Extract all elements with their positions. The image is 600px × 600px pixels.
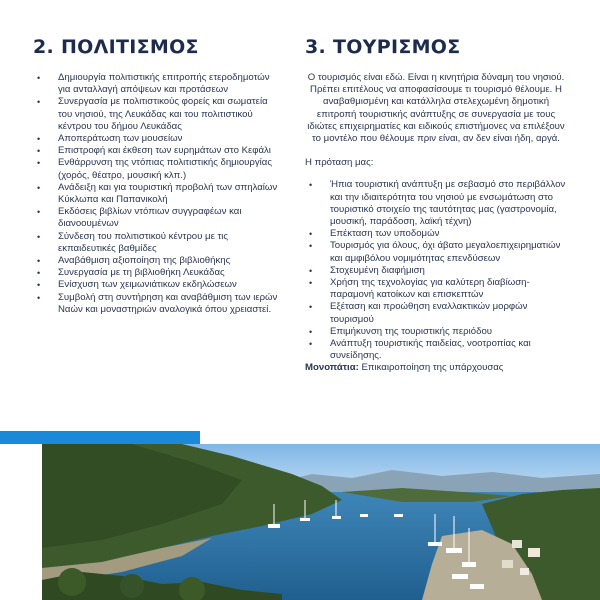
tourism-list	[305, 179, 567, 362]
culture-list-item-text: Δημιουργία πολιτιστικής επιτροπής ετεροδημοτών για ανταλλαγή απόψεων και προτάσεων	[58, 72, 270, 96]
bullet-icon: •	[309, 265, 313, 276]
culture-list-item	[33, 157, 278, 181]
tourism-list-item-text: Επιμήκυνση της τουριστικής περιόδου	[330, 325, 493, 337]
culture-list-item-text: Αναβάθμιση αξιοποίηση της βιβλιοθήκης	[58, 255, 231, 267]
culture-list-item	[33, 206, 278, 230]
bullet-icon: •	[37, 268, 41, 279]
bullet-icon: •	[37, 97, 41, 108]
culture-list-item	[33, 292, 278, 316]
culture-list-item	[33, 145, 278, 157]
bullet-icon: •	[309, 278, 313, 289]
bullet-icon: •	[309, 180, 313, 191]
culture-list-item	[33, 231, 278, 255]
paths-label: Μονοπάτια:	[305, 362, 359, 374]
culture-list-item	[33, 96, 278, 133]
bullet-icon: •	[37, 207, 41, 218]
tourism-list-item	[305, 301, 567, 325]
tourism-intro: Ο τουρισμός είναι εδώ. Είναι η κινητήρια δύναμη του νησιού. Πρέπει επιτέλους να αποφασίσουμε τι τουρισμό θέλουμε. Η αναβαθμισμένη και κατάλληλα στελεχωμένη δημοτική επιτροπή τουριστικής ανάπτυξης σε συνεργασία με τους ιδιώτες επιχειρηματίες και ειδικούς επιστήμονες να επιλέξουν το μοντέλο που θέλουμε πριν είναι, αν δεν είναι ήδη, αργά.	[307, 72, 565, 145]
culture-list-item-text: Συνεργασία με τη βιβλιοθήκη Λευκάδας	[58, 267, 225, 279]
tourism-list-item	[305, 338, 567, 362]
tourism-list-item	[305, 240, 567, 264]
culture-list-item-text: Ενίσχυση των χειμωνιάτικων εκδηλώσεων	[58, 279, 237, 291]
tourism-list-item-text: Τουρισμός για όλους, όχι άβατο μεγαλοεπιχειρηματιών και αμφιβόλου νομιμότητας επενδύσεων	[330, 240, 561, 264]
culture-list-item-text: Ανάδειξη και για τουριστική προβολή των σπηλαίων Κύκλωπα και Παπανικολή	[58, 181, 278, 206]
bullet-icon: •	[309, 302, 313, 313]
tourism-list-item-text: Εξέταση και προώθηση εναλλακτικών μορφών τουρισμού	[330, 301, 528, 325]
tourism-list-item	[305, 277, 567, 301]
tourism-paths	[305, 362, 567, 374]
tourism-list-item	[305, 179, 567, 228]
tourism-list-item-text: Ανάπτυξη τουριστικής παιδείας, νοοτροπίας και συνείδησης.	[330, 338, 531, 362]
culture-list-item	[33, 72, 278, 96]
culture-list-item	[33, 279, 278, 291]
tourism-list-item-text: Στοχευμένη διαφήμιση	[330, 264, 425, 276]
accent-bar	[0, 431, 200, 444]
tourism-list-item	[305, 228, 567, 240]
bullet-icon: •	[309, 326, 313, 337]
tourism-list-item-text: Επέκταση των υποδομών	[330, 228, 440, 240]
bullet-icon: •	[37, 134, 41, 145]
bullet-icon: •	[309, 241, 313, 252]
bullet-icon: •	[37, 256, 41, 267]
culture-list-item-text: Ενθάρρυνση της ντόπιας πολιτιστικής δημιουργίας (χορός, θέατρο, μουσική κλπ.)	[58, 157, 272, 181]
bullet-icon: •	[37, 146, 41, 157]
culture-list-item	[33, 267, 278, 279]
culture-list-item	[33, 133, 278, 145]
culture-list-item-text: Εκδόσεις βιβλίων ντόπιων συγγραφέων και διανοουμένων	[58, 206, 242, 230]
bullet-icon: •	[309, 229, 313, 240]
harbor-photo	[42, 444, 600, 600]
culture-list-item	[33, 182, 278, 206]
tourism-proposal-label: Η πρόταση μας:	[305, 157, 374, 169]
culture-list	[33, 72, 278, 316]
culture-list-item-text: Αποπεράτωση των μουσείων	[58, 133, 183, 145]
culture-list-item-text: Συνεργασία με πολιτιστικούς φορείς και σωματεία του νησιού, της Λευκάδας και του πολιτιστικού κέντρου του δήμου Λευκάδας	[58, 96, 268, 132]
tourism-title: 3. ΤΟΥΡΙΣΜΟΣ	[305, 36, 461, 58]
bullet-icon: •	[37, 73, 41, 83]
bullet-icon: •	[37, 280, 41, 291]
bullet-icon: •	[37, 292, 41, 303]
harbor-photo-image	[42, 444, 600, 600]
tourism-list-item-text: Ήπια τουριστική ανάπτυξη με σεβασμό στο περιβάλλον και την ιδιαιτερότητα του νησιού με ενσωμάτωση στο τουριστικό στοιχείο της ταυτότητας μας (γαστρονομία, μουσική, παράδοση, λαϊκή τέχνη)	[330, 179, 566, 228]
tourism-list-item-text: Χρήση της τεχνολογίας για καλύτερη διαβίωση-παραμονή κατοίκων και επισκεπτών	[330, 277, 530, 301]
bullet-icon: •	[37, 231, 41, 242]
culture-title: 2. ΠΟΛΙΤΙΣΜΟΣ	[33, 36, 199, 58]
bullet-icon: •	[309, 339, 313, 350]
bullet-icon: •	[37, 182, 41, 193]
culture-section	[33, 36, 278, 316]
paths-text: Επικαιροποίηση της υπάρχουσας	[358, 362, 504, 374]
culture-list-item	[33, 255, 278, 267]
tourism-section	[305, 36, 567, 375]
culture-list-item-text: Επιστροφή και έκθεση των ευρημάτων στο Κεφάλι	[58, 145, 271, 157]
tourism-list-item	[305, 326, 567, 338]
tourism-list-item	[305, 265, 567, 277]
bullet-icon: •	[37, 158, 41, 169]
culture-list-item-text: Σύνδεση του πολιτιστικού κέντρου με τις εκπαιδευτικές βαθμίδες	[58, 230, 229, 254]
culture-list-item-text: Συμβολή στη συντήρηση και αναβάθμιση των ιερών Ναών και μοναστηριών αναλογικά όπου χρειαστεί.	[58, 291, 278, 315]
